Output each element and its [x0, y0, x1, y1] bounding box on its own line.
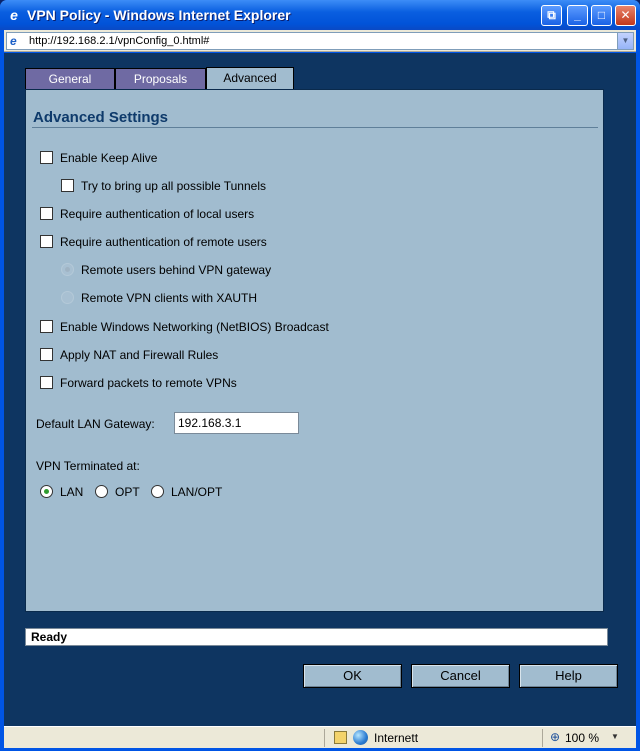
close-button[interactable]: ✕	[615, 5, 636, 26]
tab-advanced[interactable]: Advanced	[206, 67, 294, 90]
terminated-lan-label: LAN	[60, 485, 84, 499]
address-bar	[4, 30, 636, 52]
auth-local-label: Require authentication of local users	[60, 207, 255, 221]
zoom-level[interactable]: 100 %	[565, 731, 600, 745]
forward-label: Forward packets to remote VPNs	[60, 376, 237, 390]
dialog-content	[4, 53, 636, 726]
page-icon: e	[10, 34, 17, 48]
keep-alive-checkbox[interactable]	[40, 151, 53, 164]
all-tunnels-checkbox[interactable]	[61, 179, 74, 192]
ie-logo-icon: e	[10, 7, 18, 23]
zone-label: Internett	[374, 731, 419, 745]
window-title: VPN Policy - Windows Internet Explorer	[27, 7, 291, 23]
ok-button[interactable]: OK	[303, 664, 402, 688]
forward-checkbox[interactable]	[40, 376, 53, 389]
cancel-button[interactable]: Cancel	[411, 664, 510, 688]
tab-proposals[interactable]: Proposals	[115, 68, 206, 90]
nat-firewall-label: Apply NAT and Firewall Rules	[60, 348, 219, 362]
gateway-input[interactable]	[174, 412, 299, 434]
section-title: Advanced Settings	[33, 109, 169, 126]
gateway-label: Default LAN Gateway:	[36, 417, 155, 431]
restore-icon-button[interactable]: ⧉	[541, 5, 562, 26]
internet-zone-icon	[353, 730, 368, 745]
all-tunnels-label: Try to bring up all possible Tunnels	[81, 179, 266, 193]
title-bar	[0, 0, 640, 30]
minimize-button[interactable]: _	[567, 5, 588, 26]
address-dropdown-button[interactable]: ▼	[617, 33, 633, 49]
tab-general[interactable]: General	[25, 68, 115, 90]
nat-firewall-checkbox[interactable]	[40, 348, 53, 361]
terminated-lan-radio[interactable]	[40, 485, 53, 498]
address-field[interactable]	[6, 32, 634, 50]
netbios-checkbox[interactable]	[40, 320, 53, 333]
terminated-opt-label: OPT	[115, 485, 140, 499]
zoom-icon[interactable]: ⊕	[550, 730, 561, 744]
address-url: http://192.168.2.1/vpnConfig_0.html#	[29, 35, 210, 47]
auth-local-checkbox[interactable]	[40, 207, 53, 220]
auth-remote-checkbox[interactable]	[40, 235, 53, 248]
remote-behind-gateway-label: Remote users behind VPN gateway	[81, 263, 272, 277]
browser-status-bar	[4, 726, 636, 748]
status-bar: Ready	[25, 628, 608, 646]
zoom-dropdown-icon[interactable]: ▼	[611, 732, 619, 741]
maximize-button[interactable]: □	[591, 5, 612, 26]
terminated-lanopt-label: LAN/OPT	[171, 485, 223, 499]
remote-xauth-label: Remote VPN clients with XAUTH	[81, 291, 258, 305]
terminated-opt-radio[interactable]	[95, 485, 108, 498]
help-button[interactable]: Help	[519, 664, 618, 688]
remote-behind-gateway-radio[interactable]	[61, 263, 74, 276]
keep-alive-label: Enable Keep Alive	[60, 151, 158, 165]
protected-mode-icon	[334, 731, 347, 744]
remote-xauth-radio[interactable]	[61, 291, 74, 304]
status-divider	[324, 729, 325, 747]
terminated-label: VPN Terminated at:	[36, 459, 140, 473]
advanced-panel	[25, 89, 604, 612]
terminated-lanopt-radio[interactable]	[151, 485, 164, 498]
status-divider	[542, 729, 543, 747]
section-divider	[32, 127, 598, 128]
netbios-label: Enable Windows Networking (NetBIOS) Broadcast	[60, 320, 329, 334]
auth-remote-label: Require authentication of remote users	[60, 235, 267, 249]
